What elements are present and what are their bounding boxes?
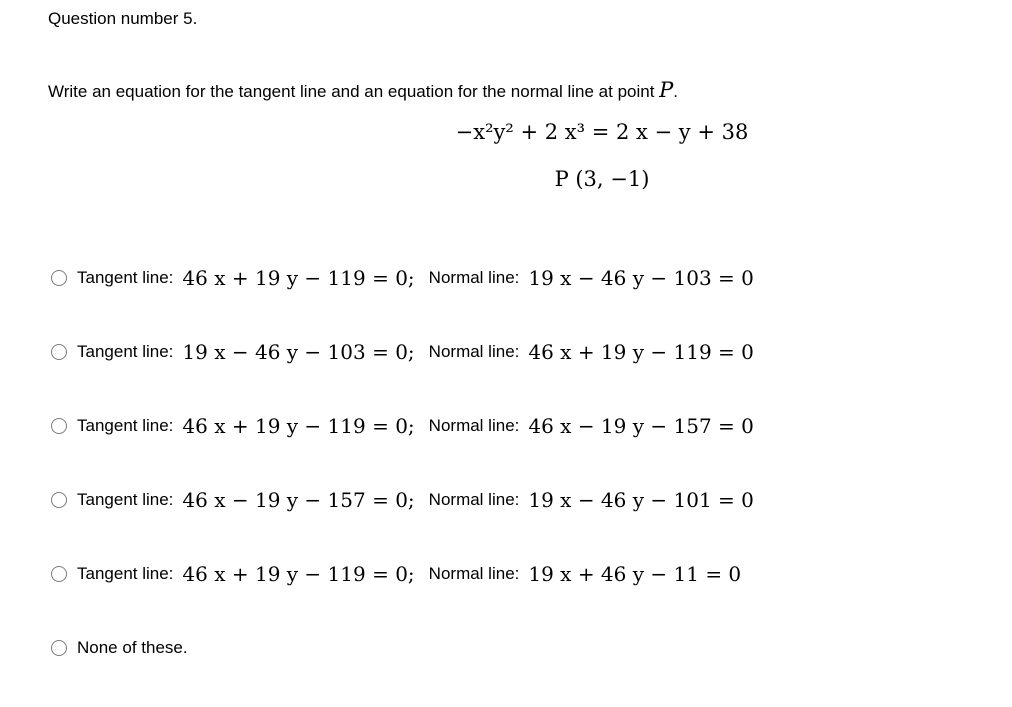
normal-label: Normal line: — [428, 490, 520, 509]
tangent-label: Tangent line: — [77, 268, 174, 287]
tangent-label: Tangent line: — [77, 490, 174, 509]
answer-option-3[interactable] — [51, 409, 754, 443]
answer-option-5[interactable] — [51, 557, 741, 591]
given-equation: −x²y² + 2 x³ = 2 x − y + 38 — [455, 120, 749, 144]
answer-option-1[interactable] — [51, 261, 754, 295]
normal-equation: 46 x + 19 y − 119 = 0 — [528, 340, 754, 364]
normal-equation: 46 x − 19 y − 157 = 0 — [528, 414, 754, 438]
tangent-equation: 46 x + 19 y − 119 = 0 — [182, 266, 408, 290]
separator: ; — [407, 562, 415, 586]
given-point: P (3, −1) — [554, 167, 650, 191]
normal-equation: 19 x + 46 y − 11 = 0 — [528, 562, 742, 586]
none-of-these-label: None of these. — [77, 638, 188, 657]
normal-equation: 19 x − 46 y − 101 = 0 — [528, 488, 754, 512]
tangent-equation: 46 x + 19 y − 119 = 0 — [182, 562, 408, 586]
answer-option-6[interactable] — [51, 631, 188, 665]
normal-label: Normal line: — [428, 342, 520, 361]
tangent-label: Tangent line: — [77, 416, 174, 435]
separator: ; — [407, 340, 415, 364]
radio-circle-icon[interactable] — [51, 418, 67, 434]
separator: ; — [407, 414, 415, 438]
normal-label: Normal line: — [428, 268, 520, 287]
prompt-text: Write an equation for the tangent line and an equation for the normal line at point — [48, 82, 660, 101]
radio-circle-icon[interactable] — [51, 344, 67, 360]
tangent-equation: 19 x − 46 y − 103 = 0 — [182, 340, 408, 364]
answer-option-4[interactable] — [51, 483, 754, 517]
tangent-label: Tangent line: — [77, 342, 174, 361]
radio-circle-icon[interactable] — [51, 492, 67, 508]
radio-circle-icon[interactable] — [51, 640, 67, 656]
normal-label: Normal line: — [428, 564, 520, 583]
question-prompt — [48, 76, 678, 106]
normal-label: Normal line: — [428, 416, 520, 435]
radio-circle-icon[interactable] — [51, 566, 67, 582]
radio-circle-icon[interactable] — [51, 270, 67, 286]
question-number: Question number 5. — [48, 9, 198, 28]
prompt-end: . — [673, 82, 679, 101]
tangent-equation: 46 x − 19 y − 157 = 0 — [182, 488, 408, 512]
tangent-label: Tangent line: — [77, 564, 174, 583]
normal-equation: 19 x − 46 y − 103 = 0 — [528, 266, 754, 290]
tangent-equation: 46 x + 19 y − 119 = 0 — [182, 414, 408, 438]
answer-option-2[interactable] — [51, 335, 754, 369]
separator: ; — [407, 266, 415, 290]
separator: ; — [407, 488, 415, 512]
point-symbol: P — [659, 78, 674, 102]
